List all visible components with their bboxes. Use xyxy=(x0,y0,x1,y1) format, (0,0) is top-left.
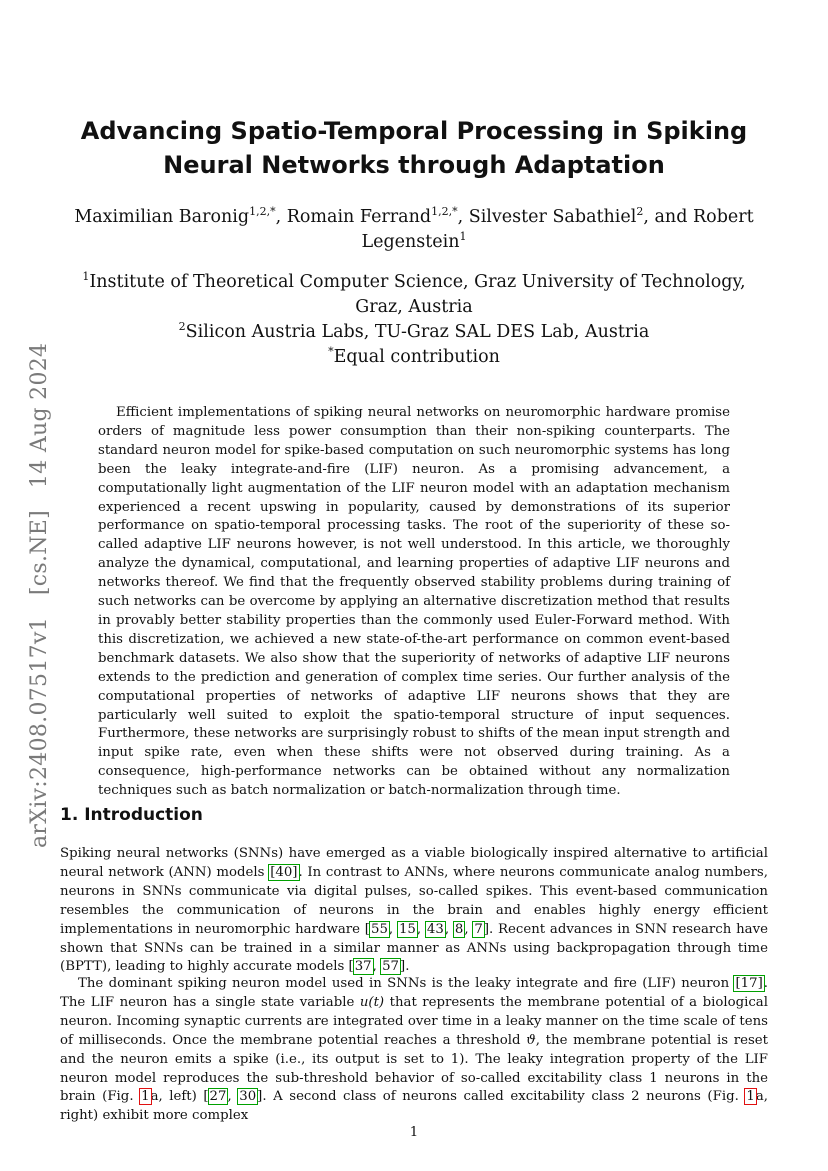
author-list: Maximilian Baronig$^{1,2,*}$, Romain Ferrand$^{1,2,*}$, Silvester Sabathiel$^2$, and Robert Legenstein$^1$ xyxy=(74,205,754,252)
citation-link[interactable]: 27 xyxy=(209,1089,227,1105)
citation-link[interactable]: 7 xyxy=(474,921,483,937)
text-run: ]. Recent advances in SNN research have shown that SNNs can be trained in a similar manner as ANNs using backpropagation through time (BPTT), leading to highly accurate models [ xyxy=(60,921,768,975)
and-word: and xyxy=(654,207,688,227)
intro-paragraph-1: Spiking neural networks (SNNs) have emerged as a viable biologically inspired alternative to artificial neural network (ANN) models [40]. In contrast to ANNs, where neurons communicate analog numbers, neurons in SNNs communicate via digital pulses, so-called spikes. This event-based communication resembles the communication of neurons in the brain and enables highly energy efficient implementations in neuromorphic hardware [55, 15, 43, 8, 7]. Recent advances in SNN research have shown that SNNs can be trained in a similar manner as ANNs using backpropagation through time (BPTT), leading to highly accurate models [37, 57]. xyxy=(60,846,768,975)
abstract: Efficient implementations of spiking neural networks on neuromorphic hardware promise orders of magnitude less power consumption than their non-spiking counterparts. The standard neuron model for spike-based computation on such neuromorphic systems has long been the leaky integrate-and-fire (LIF) neuron. As a promising advancement, a computationally light augmentation of the LIF neuron model with an adaptation mechanism experienced a recent upswing in popularity, caused by demonstrations of its superior performance on spatio-temporal processing tasks. The root of the superiority of these so-called adaptive LIF neurons however, is not well understood. In this article, we thoroughly analyze the dynamical, computational, and learning properties of adaptive LIF neurons and networks thereof. We find that the frequently observed stability problems during training of such networks can be overcome by applying an alternative discretization method that results in provably better stability properties than the commonly used Euler-Forward method. With this discretization, we achieved a new state-of-the-art performance on common event-based benchmark datasets. We also show that the superiority of networks of adaptive LIF neurons extends to the prediction and generation of complex time series. Our further analysis of the computational properties of networks of adaptive LIF neurons shows that they are particularly well suited to exploit the spatio-temporal structure of input sequences. Furthermore, these networks are surprisingly robust to shifts of the mean input strength and input spike rate, even when these shifts were not observed during training. As a consequence, high-performance networks can be obtained without any normalization techniques such as batch normalization or batch-normalization through time. xyxy=(98,405,730,799)
citation-link[interactable]: 37 xyxy=(354,959,372,975)
math-variable: u(t) xyxy=(359,994,385,1010)
citation-link[interactable]: [40] xyxy=(270,864,298,880)
title-line-2: Neural Networks through Adaptation xyxy=(163,151,665,179)
figure-link[interactable]: 1 xyxy=(141,1089,150,1105)
affil-mark: 1 xyxy=(82,270,90,284)
citation-link[interactable]: 43 xyxy=(426,921,444,937)
text-run: Spiking neural networks (SNNs) have emerged as a viable biologically inspired alternative to artificial neural network (ANN) models xyxy=(60,846,768,880)
text-run: ]. xyxy=(400,959,410,975)
author-affil-mark: 2 xyxy=(636,205,644,219)
author-affil-mark: 1,2,* xyxy=(431,205,458,219)
text-run: a, left) [ xyxy=(150,1089,209,1105)
affil-text: Silicon Austria Labs, TU-Graz SAL DES Lab, Austria xyxy=(185,322,650,342)
citation-link[interactable]: 55 xyxy=(370,921,388,937)
arxiv-date: 14 Aug 2024 xyxy=(27,342,52,489)
citation-link[interactable]: 30 xyxy=(239,1089,257,1105)
paper-title xyxy=(40,114,788,182)
affiliation-note xyxy=(60,345,768,370)
affiliation-2 xyxy=(60,320,768,345)
affil-text: Equal contribution xyxy=(333,347,500,367)
text-run: a, right) exhibit more complex xyxy=(60,1089,768,1124)
citation-link[interactable]: 57 xyxy=(382,959,400,975)
text-run: The dominant spiking neuron model used in SNNs is the leaky integrate and fire (LIF) neuron xyxy=(78,976,735,991)
affil-mark: 2 xyxy=(178,320,186,334)
page-number: 1 xyxy=(409,1125,419,1140)
text-run: that represents the membrane potential of a biological neuron. Incoming synaptic currents are integrated over time in a leaky manner on the time scale of tens of milliseconds. Once the membrane potential reaches a threshold xyxy=(60,994,768,1048)
author-name: Maximilian Baronig xyxy=(74,207,250,227)
author-name: Robert Legenstein xyxy=(361,207,754,252)
text-run: ]. A second class of neurons called excitability class 2 neurons (Fig. xyxy=(257,1089,746,1105)
author-name: Silvester Sabathiel xyxy=(468,207,637,227)
affil-text: Institute of Theoretical Computer Science, Graz University of Technology, Graz, Austria xyxy=(89,272,746,317)
citation-link[interactable]: 8 xyxy=(454,921,464,937)
intro-paragraph-2: The dominant spiking neuron model used in SNNs is the leaky integrate and fire (LIF) neuron [17]. The LIF neuron has a single state variable u(t) that represents the membrane potential of a biological neuron. Incoming synaptic currents are integrated over time in a leaky manner on the time scale of tens of milliseconds. Once the membrane potential reaches a threshold ϑ, the membrane potential is reset and the neuron emits a spike (i.e., its output is set to 1). The leaky integration property of the LIF neuron model reproduces the sub-threshold behavior of so-called excitability class 1 neurons in the brain (Fig. 1a, left) [27, 30]. A second class of neurons called excitability class 2 neurons (Fig. 1a, right) exhibit more complex xyxy=(60,976,769,1124)
figure-link[interactable]: 1 xyxy=(746,1089,755,1105)
author-name: Romain Ferrand xyxy=(286,207,432,227)
text-run: . The LIF neuron has a single state variable xyxy=(60,976,768,1010)
affiliations xyxy=(60,270,768,370)
text-run: . In contrast to ANNs, where neurons communicate analog numbers, neurons in SNNs communicate via digital pulses, so-called spikes. This event-based communication resembles the communication of neurons in the brain and enables highly energy efficient implementations in neuromorphic hardware [ xyxy=(60,864,768,937)
citation-link[interactable]: 15 xyxy=(398,921,416,937)
affil-mark: * xyxy=(328,345,334,359)
title-line-1: Advancing Spatio-Temporal Processing in Spiking xyxy=(80,117,748,145)
arxiv-category: [cs.NE] xyxy=(27,509,52,596)
arxiv-id: arXiv:2408.07517v1 xyxy=(27,617,52,848)
author-affil-mark: 1,2,* xyxy=(249,205,276,219)
math-variable: ϑ xyxy=(526,1032,536,1048)
citation-link[interactable]: [17] xyxy=(735,976,763,991)
text-run: , the membrane potential is reset and the neuron emits a spike (i.e., its output is set to 1). The leaky integration property of the LIF neuron model reproduces the sub-threshold behavior of so-called excitability class 1 neurons in the brain (Fig. xyxy=(60,1032,769,1105)
affiliation-1 xyxy=(60,270,768,320)
author-affil-mark: 1 xyxy=(459,230,467,244)
section-heading: 1. Introduction xyxy=(60,805,203,825)
